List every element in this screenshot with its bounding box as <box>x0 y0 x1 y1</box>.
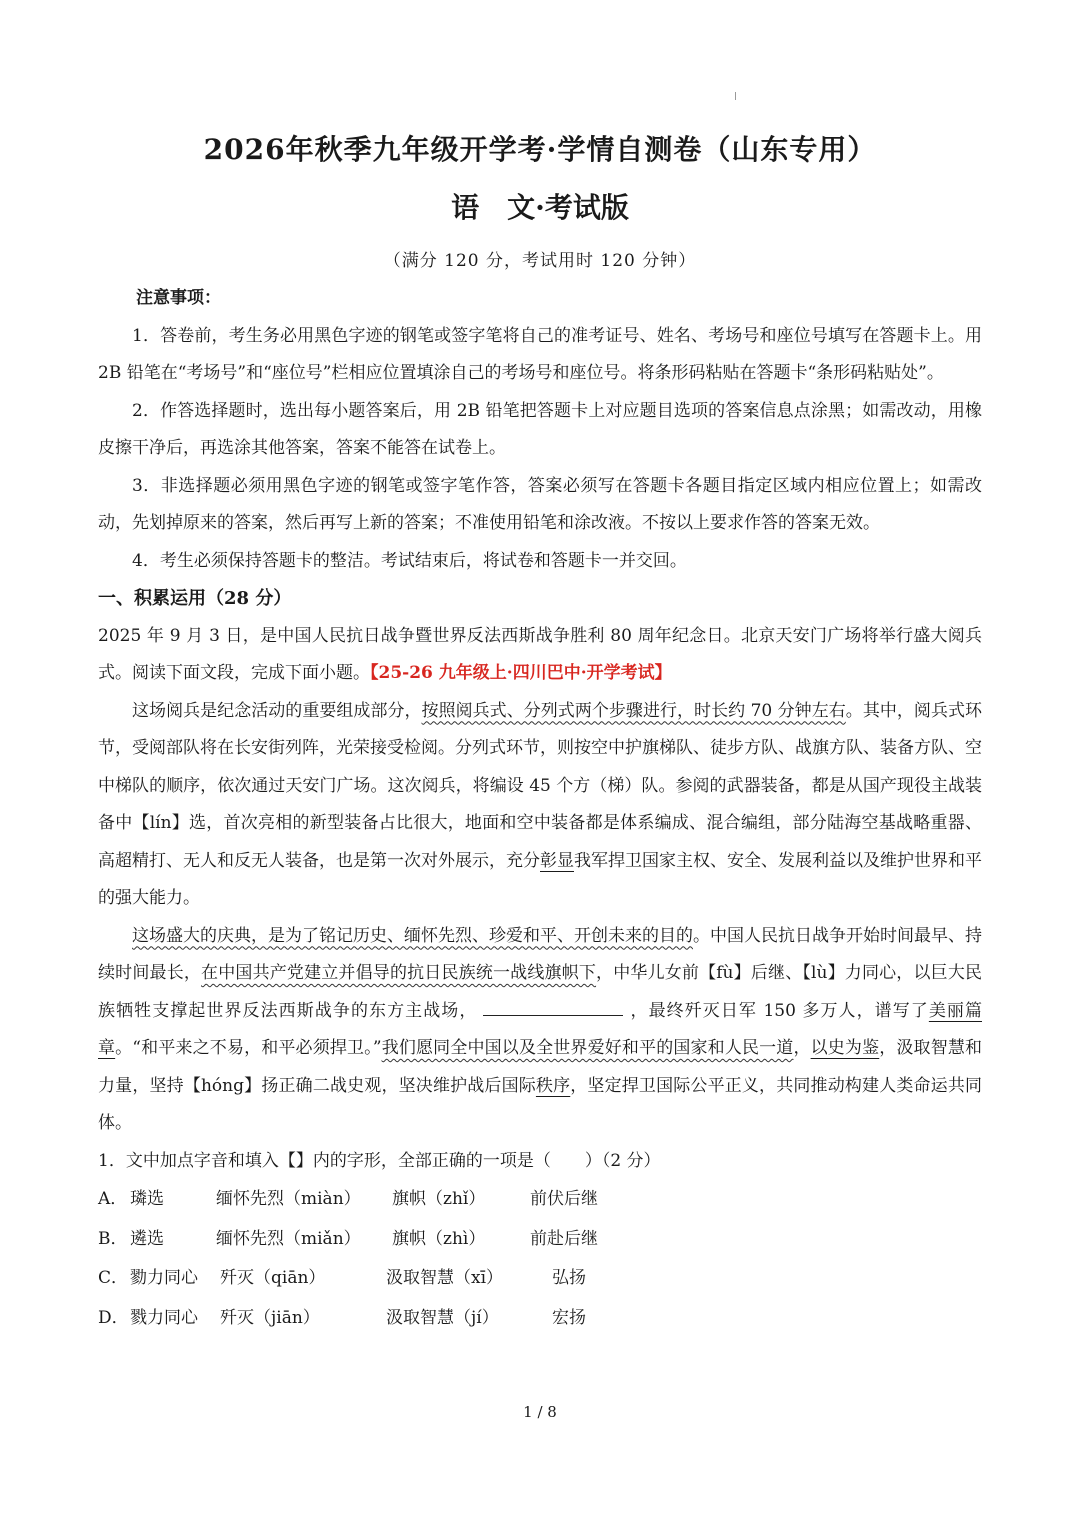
marked-sentence: 在中国共产党建立并倡导的抗日民族统一战线旗帜下 <box>201 963 597 983</box>
intro-text: 2025 年 9 月 3 日，是中国人民抗日战争暨世界反法西斯战争胜利 80 周年纪念日。北京天安门广场将举行盛大阅兵式。阅读下面文段，完成下面小题。 <box>98 625 982 683</box>
option-letter: D． <box>98 1307 129 1328</box>
option-item: 旗帜（zhǐ） <box>392 1189 486 1209</box>
section-intro <box>98 618 982 693</box>
passage-text: 。其中，阅兵式环节，受阅部队将在长安街列阵，光荣接受检阅。分列式环节，则按空中护旗梯队、徒步方队、战旗方队、装备方队、空中梯队的顺序，依次通过天安门广场。这次阅兵，将编设 45 个方（梯）队。参阅的武器装备，都是从国产现役主战装备中【lín】选，首次亮相的新型装备占比很大，地面和空中装备都是体系编成、混合编组，部分陆海空基战略重器、高超精打、无人和反无人装备，也是第一次对外展示，充分 <box>98 700 983 871</box>
passage-text: 。中国人民抗日战争开始时间最早、持续时间最长， <box>98 925 982 983</box>
option-row-a <box>98 1180 982 1220</box>
option-item: 戮力同心 <box>130 1307 198 1328</box>
marked-sentence: 按照阅兵式、分列式两个步骤进行，时长约 70 分钟左右 <box>421 700 846 721</box>
question-stem: 1．文中加点字音和填入【】内的字形，全部正确的一项是（ ）（2 分） <box>98 1150 661 1171</box>
option-item: 遴选 <box>130 1228 164 1249</box>
passage-text: 我军捍卫国家主权、安全、发展利益以及维护世界和平的强大能力。 <box>98 850 982 908</box>
option-item: 璘选 <box>130 1189 164 1209</box>
notice-item: 1．答卷前，考生务必用黑色字迹的钢笔或签字笔将自己的准考证号、姓名、考场号和座位号填写在答题卡上。用 2B 铅笔在“考场号”和“座位号”栏相应位置填涂自己的考场号和座位号。将条形码粘贴在答题卡“条形码粘贴处”。 <box>98 325 982 383</box>
passage-text: ， <box>793 1038 811 1058</box>
passage-paragraph-2 <box>98 918 982 1143</box>
underlined-word: 秩序 <box>535 1075 571 1096</box>
option-item: 旗帜（zhì） <box>392 1228 486 1249</box>
exam-meta: （满分 120 分，考试用时 120 分钟） <box>383 251 697 271</box>
underlined-word: 美丽篇章 <box>98 1000 982 1058</box>
option-item: 缅怀先烈（miǎn） <box>216 1228 361 1249</box>
passage-paragraph-1 <box>98 693 982 918</box>
notice-heading: 注意事项： <box>136 288 221 308</box>
fill-in-blank <box>483 995 623 1016</box>
option-letter: B． <box>98 1228 128 1249</box>
marked-sentence: 这场盛大的庆典，是为了铭记历史、缅怀先烈、珍爱和平、开创未来的目的 <box>132 925 693 946</box>
passage-text: ，中华儿女前【fù】后继、【lù】力同心，以巨大民族牺牲支撑起世界反法西斯战争的东方主战场， <box>98 963 982 1021</box>
option-item: 宏扬 <box>552 1307 586 1328</box>
passage-text: 这场阅兵是纪念活动的重要组成部分， <box>132 700 422 721</box>
page-number: 1 / 8 <box>523 1403 557 1421</box>
option-item: 汲取智慧（jí） <box>386 1307 499 1328</box>
passage-text: 。“和平来之不易，和平必须捍卫。” <box>115 1038 382 1058</box>
source-tag: 【25-26 九年级上·四川巴中·开学考试】 <box>370 663 672 683</box>
option-row-c <box>98 1259 982 1299</box>
passage-text: ，汲取智慧和力量，坚持【hóng】扬正确二战史观，坚决维护战后国际 <box>98 1038 983 1096</box>
option-item: 歼灭（jiān） <box>220 1307 320 1328</box>
passage-text: ，最终歼灭日军 150 多万人，谱写了 <box>629 1000 929 1021</box>
marked-sentence: 我们愿同全中国以及全世界爱好和平的国家和人民一道 <box>381 1038 794 1058</box>
notice-item: 4．考生必须保持答题卡的整洁。考试结束后，将试卷和答题卡一并交回。 <box>132 550 687 571</box>
exam-subtitle: 语 文·考试版 <box>451 191 629 224</box>
option-item: 前伏后继 <box>530 1189 598 1209</box>
option-item: 歼灭（qiān） <box>220 1268 326 1288</box>
scan-mark <box>735 92 736 100</box>
option-row-d <box>98 1299 982 1339</box>
option-row-b <box>98 1220 982 1260</box>
option-item: 汲取智慧（xī） <box>386 1268 504 1288</box>
option-letter: A． <box>98 1189 128 1209</box>
notice-item: 3．非选择题必须用黑色字迹的钢笔或签字笔作答，答案必须写在答题卡各题目指定区域内相应位置上；如需改动，先划掉原来的答案，然后再写上新的答案；不准使用铅笔和涂改液。不按以上要求作答的答案无效。 <box>98 475 982 533</box>
exam-title: 2026年秋季九年级开学考·学情自测卷（山东专用） <box>203 133 877 166</box>
underlined-word: 以史为鉴 <box>810 1038 880 1058</box>
option-item: 弘扬 <box>552 1268 586 1288</box>
notice-item: 2．作答选择题时，选出每小题答案后，用 2B 铅笔把答题卡上对应题目选项的答案信息点涂黑；如需改动，用橡皮擦干净后，再选涂其他答案，答案不能答在试卷上。 <box>98 400 982 458</box>
passage-text: ，坚定捍卫国际公平正义，共同推动构建人类命运共同体。 <box>98 1075 983 1133</box>
underlined-word: 彰显 <box>540 850 574 871</box>
option-item: 前赴后继 <box>530 1228 598 1249</box>
option-letter: C． <box>98 1268 129 1288</box>
section-heading: 一、积累运用（28 分） <box>98 588 292 609</box>
exam-body <box>98 280 982 1338</box>
option-item: 缅怀先烈（miàn） <box>216 1189 361 1209</box>
option-item: 勠力同心 <box>130 1268 198 1288</box>
